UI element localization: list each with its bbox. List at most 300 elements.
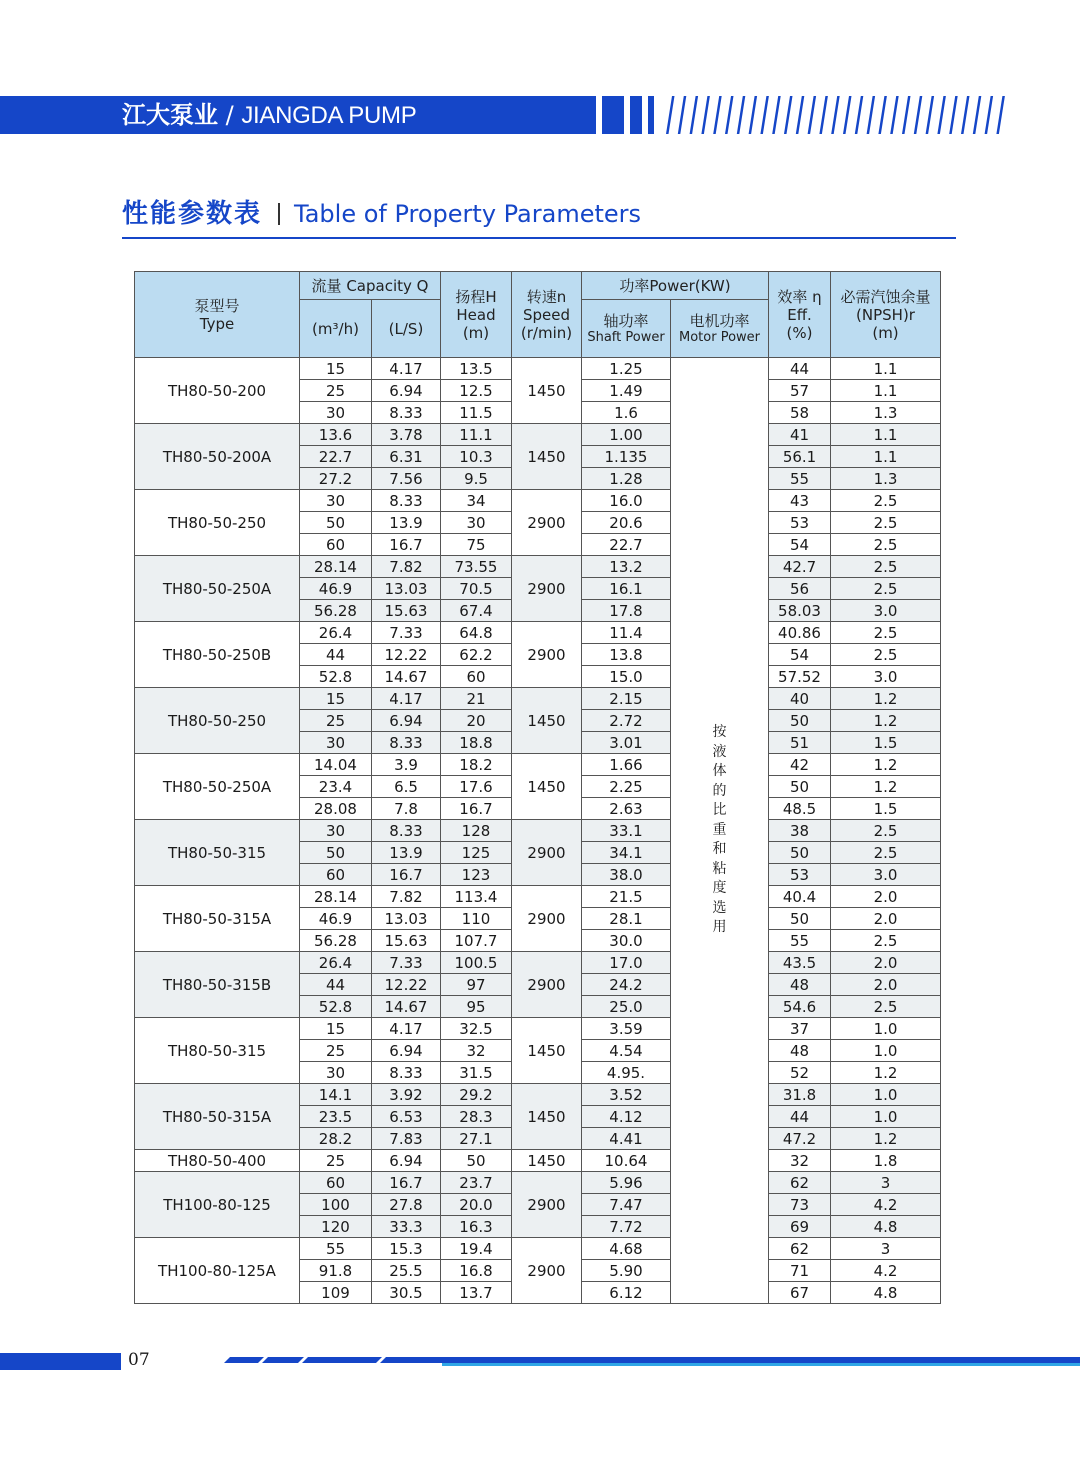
cell-npsh: 2.5 <box>831 820 941 842</box>
cell-capacity-m3h: 28.14 <box>300 886 372 908</box>
cell-capacity-ls: 4.17 <box>372 1018 441 1040</box>
cell-type: TH80-50-200 <box>135 358 300 424</box>
header-motor-power <box>671 300 769 358</box>
cell-npsh: 1.2 <box>831 710 941 732</box>
cell-efficiency: 40.4 <box>769 886 831 908</box>
table-body <box>135 358 941 1304</box>
cell-capacity-m3h: 56.28 <box>300 930 372 952</box>
cell-capacity-ls: 8.33 <box>372 490 441 512</box>
cell-capacity-ls: 4.17 <box>372 358 441 380</box>
cell-capacity-m3h: 15 <box>300 688 372 710</box>
cell-capacity-ls: 3.78 <box>372 424 441 446</box>
cell-shaft-power: 7.72 <box>582 1216 671 1238</box>
cell-motor-power-note <box>671 358 769 1304</box>
section-title-en: Table of Property Parameters <box>294 200 642 228</box>
cell-capacity-m3h: 30 <box>300 1062 372 1084</box>
table-row <box>135 622 941 644</box>
cell-npsh: 2.0 <box>831 908 941 930</box>
cell-speed: 2900 <box>512 886 582 952</box>
cell-capacity-ls: 16.7 <box>372 534 441 556</box>
cell-efficiency: 50 <box>769 908 831 930</box>
cell-capacity-m3h: 55 <box>300 1238 372 1260</box>
header-capacity-ls: (L/S) <box>372 300 441 358</box>
cell-capacity-m3h: 50 <box>300 842 372 864</box>
header-motor-en: Motor Power <box>679 329 761 345</box>
table-row <box>135 688 941 710</box>
motor-note-char: 的 <box>712 782 727 799</box>
header-eff-en: Eff. <box>787 305 812 324</box>
header-npsh-en: (NPSH)r <box>856 305 915 324</box>
header-npsh-unit: (m) <box>872 323 899 342</box>
cell-speed: 2900 <box>512 820 582 886</box>
cell-head: 128 <box>441 820 512 842</box>
cell-shaft-power: 2.25 <box>582 776 671 798</box>
cell-npsh: 2.0 <box>831 952 941 974</box>
cell-capacity-ls: 7.82 <box>372 886 441 908</box>
cell-npsh: 1.1 <box>831 424 941 446</box>
cell-speed: 1450 <box>512 1018 582 1084</box>
cell-efficiency: 69 <box>769 1216 831 1238</box>
cell-capacity-m3h: 25 <box>300 380 372 402</box>
cell-head: 32 <box>441 1040 512 1062</box>
cell-efficiency: 42 <box>769 754 831 776</box>
cell-npsh: 3.0 <box>831 864 941 886</box>
cell-efficiency: 44 <box>769 1106 831 1128</box>
cell-efficiency: 31.8 <box>769 1084 831 1106</box>
cell-shaft-power: 28.1 <box>582 908 671 930</box>
cell-npsh: 1.2 <box>831 1128 941 1150</box>
cell-shaft-power: 2.15 <box>582 688 671 710</box>
cell-efficiency: 37 <box>769 1018 831 1040</box>
cell-capacity-m3h: 23.4 <box>300 776 372 798</box>
cell-efficiency: 38 <box>769 820 831 842</box>
motor-note-char: 比 <box>712 802 727 819</box>
cell-capacity-m3h: 60 <box>300 1172 372 1194</box>
cell-capacity-m3h: 14.04 <box>300 754 372 776</box>
cell-shaft-power: 15.0 <box>582 666 671 688</box>
cell-efficiency: 57.52 <box>769 666 831 688</box>
cell-shaft-power: 16.0 <box>582 490 671 512</box>
cell-speed: 1450 <box>512 688 582 754</box>
cell-speed: 1450 <box>512 754 582 820</box>
cell-shaft-power: 1.66 <box>582 754 671 776</box>
header-speed-cn: 转速n <box>526 287 567 306</box>
table-row <box>135 952 941 974</box>
cell-npsh: 2.5 <box>831 930 941 952</box>
page-number: 07 <box>128 1350 150 1370</box>
cell-head: 17.6 <box>441 776 512 798</box>
cell-shaft-power: 3.59 <box>582 1018 671 1040</box>
cell-npsh: 3 <box>831 1172 941 1194</box>
cell-capacity-ls: 7.82 <box>372 556 441 578</box>
cell-efficiency: 43 <box>769 490 831 512</box>
cell-capacity-ls: 8.33 <box>372 1062 441 1084</box>
cell-shaft-power: 10.64 <box>582 1150 671 1172</box>
cell-head: 23.7 <box>441 1172 512 1194</box>
cell-efficiency: 48 <box>769 1040 831 1062</box>
motor-note-char: 按 <box>712 724 727 741</box>
cell-capacity-m3h: 44 <box>300 644 372 666</box>
cell-capacity-ls: 27.8 <box>372 1194 441 1216</box>
table-row <box>135 886 941 908</box>
cell-head: 29.2 <box>441 1084 512 1106</box>
cell-capacity-m3h: 26.4 <box>300 952 372 974</box>
cell-shaft-power: 2.63 <box>582 798 671 820</box>
cell-speed: 2900 <box>512 622 582 688</box>
cell-efficiency: 50 <box>769 776 831 798</box>
cell-head: 107.7 <box>441 930 512 952</box>
cell-head: 20.0 <box>441 1194 512 1216</box>
cell-capacity-ls: 8.33 <box>372 732 441 754</box>
cell-shaft-power: 34.1 <box>582 842 671 864</box>
cell-efficiency: 55 <box>769 930 831 952</box>
section-rule <box>122 237 956 239</box>
footer-stripes <box>222 1355 1080 1371</box>
section-title <box>122 196 641 232</box>
cell-efficiency: 54 <box>769 644 831 666</box>
cell-type: TH80-50-315B <box>135 952 300 1018</box>
header-efficiency <box>769 272 831 358</box>
cell-capacity-ls: 14.67 <box>372 996 441 1018</box>
cell-shaft-power: 4.12 <box>582 1106 671 1128</box>
cell-npsh: 1.5 <box>831 732 941 754</box>
cell-shaft-power: 30.0 <box>582 930 671 952</box>
header-eff-cn: 效率 η <box>777 287 822 306</box>
cell-speed: 2900 <box>512 952 582 1018</box>
header-npsh-cn: 必需汽蚀余量 <box>840 287 931 306</box>
cell-npsh: 2.0 <box>831 974 941 996</box>
cell-speed: 2900 <box>512 1172 582 1238</box>
cell-type: TH80-50-315A <box>135 886 300 952</box>
cell-head: 123 <box>441 864 512 886</box>
header-capacity-m3h: (m³/h) <box>300 300 372 358</box>
cell-npsh: 1.3 <box>831 468 941 490</box>
cell-capacity-m3h: 27.2 <box>300 468 372 490</box>
cell-shaft-power: 2.72 <box>582 710 671 732</box>
cell-capacity-m3h: 25 <box>300 1040 372 1062</box>
cell-head: 11.5 <box>441 402 512 424</box>
cell-type: TH80-50-250 <box>135 490 300 556</box>
cell-capacity-ls: 6.94 <box>372 1040 441 1062</box>
cell-capacity-ls: 13.9 <box>372 512 441 534</box>
table-row <box>135 556 941 578</box>
cell-efficiency: 48.5 <box>769 798 831 820</box>
cell-head: 21 <box>441 688 512 710</box>
cell-type: TH80-50-200A <box>135 424 300 490</box>
table-row <box>135 424 941 446</box>
cell-efficiency: 32 <box>769 1150 831 1172</box>
cell-capacity-ls: 8.33 <box>372 820 441 842</box>
header-speed <box>512 272 582 358</box>
cell-shaft-power: 6.12 <box>582 1282 671 1304</box>
cell-efficiency: 51 <box>769 732 831 754</box>
cell-head: 32.5 <box>441 1018 512 1040</box>
cell-capacity-m3h: 26.4 <box>300 622 372 644</box>
cell-capacity-m3h: 23.5 <box>300 1106 372 1128</box>
cell-npsh: 2.0 <box>831 886 941 908</box>
cell-capacity-ls: 16.7 <box>372 1172 441 1194</box>
cell-head: 10.3 <box>441 446 512 468</box>
cell-shaft-power: 11.4 <box>582 622 671 644</box>
cell-efficiency: 53 <box>769 512 831 534</box>
table-row <box>135 820 941 842</box>
cell-head: 16.7 <box>441 798 512 820</box>
motor-note-char: 和 <box>712 841 727 858</box>
cell-capacity-ls: 25.5 <box>372 1260 441 1282</box>
cell-efficiency: 71 <box>769 1260 831 1282</box>
cell-npsh: 3.0 <box>831 600 941 622</box>
header-type-cn: 泵型号 <box>194 296 240 315</box>
cell-efficiency: 57 <box>769 380 831 402</box>
cell-npsh: 3.0 <box>831 666 941 688</box>
cell-capacity-ls: 7.8 <box>372 798 441 820</box>
cell-head: 19.4 <box>441 1238 512 1260</box>
cell-shaft-power: 38.0 <box>582 864 671 886</box>
cell-shaft-power: 1.28 <box>582 468 671 490</box>
cell-npsh: 2.5 <box>831 644 941 666</box>
motor-note-char: 液 <box>712 743 727 760</box>
cell-capacity-m3h: 25 <box>300 710 372 732</box>
cell-shaft-power: 5.96 <box>582 1172 671 1194</box>
cell-efficiency: 44 <box>769 358 831 380</box>
cell-shaft-power: 17.8 <box>582 600 671 622</box>
cell-capacity-ls: 6.5 <box>372 776 441 798</box>
cell-shaft-power: 1.00 <box>582 424 671 446</box>
cell-efficiency: 48 <box>769 974 831 996</box>
cell-capacity-ls: 3.9 <box>372 754 441 776</box>
cell-efficiency: 55 <box>769 468 831 490</box>
cell-head: 73.55 <box>441 556 512 578</box>
cell-head: 70.5 <box>441 578 512 600</box>
header-stripes <box>662 96 1007 134</box>
cell-type: TH80-50-315A <box>135 1084 300 1150</box>
cell-type: TH80-50-250A <box>135 556 300 622</box>
cell-efficiency: 58.03 <box>769 600 831 622</box>
cell-capacity-m3h: 22.7 <box>300 446 372 468</box>
cell-capacity-m3h: 52.8 <box>300 666 372 688</box>
table-row <box>135 1018 941 1040</box>
cell-shaft-power: 4.41 <box>582 1128 671 1150</box>
motor-note-char: 体 <box>712 763 727 780</box>
brand-cn: 江大泵业 <box>122 101 218 129</box>
footer-bar <box>0 1353 121 1370</box>
section-title-cn: 性能参数表 <box>122 199 263 229</box>
cell-head: 100.5 <box>441 952 512 974</box>
cell-type: TH100-80-125 <box>135 1172 300 1238</box>
cell-npsh: 3 <box>831 1238 941 1260</box>
cell-shaft-power: 4.54 <box>582 1040 671 1062</box>
cell-type: TH80-50-250A <box>135 754 300 820</box>
cell-head: 125 <box>441 842 512 864</box>
cell-npsh: 1.0 <box>831 1084 941 1106</box>
cell-head: 31.5 <box>441 1062 512 1084</box>
cell-head: 67.4 <box>441 600 512 622</box>
cell-capacity-m3h: 28.08 <box>300 798 372 820</box>
cell-shaft-power: 1.25 <box>582 358 671 380</box>
cell-npsh: 1.1 <box>831 358 941 380</box>
cell-efficiency: 40.86 <box>769 622 831 644</box>
cell-capacity-m3h: 52.8 <box>300 996 372 1018</box>
cell-capacity-m3h: 56.28 <box>300 600 372 622</box>
cell-capacity-m3h: 14.1 <box>300 1084 372 1106</box>
cell-capacity-ls: 6.53 <box>372 1106 441 1128</box>
cell-npsh: 2.5 <box>831 578 941 600</box>
cell-type: TH100-80-125A <box>135 1238 300 1304</box>
header-speed-en: Speed <box>522 305 571 324</box>
cell-head: 9.5 <box>441 468 512 490</box>
cell-head: 16.8 <box>441 1260 512 1282</box>
header-npsh <box>831 272 941 358</box>
cell-capacity-m3h: 30 <box>300 820 372 842</box>
brand-title <box>122 98 416 132</box>
cell-shaft-power: 17.0 <box>582 952 671 974</box>
cell-efficiency: 62 <box>769 1172 831 1194</box>
cell-head: 110 <box>441 908 512 930</box>
cell-efficiency: 56 <box>769 578 831 600</box>
cell-head: 60 <box>441 666 512 688</box>
table-row <box>135 1238 941 1260</box>
cell-shaft-power: 21.5 <box>582 886 671 908</box>
cell-shaft-power: 20.6 <box>582 512 671 534</box>
motor-note-char: 用 <box>712 919 727 936</box>
cell-head: 75 <box>441 534 512 556</box>
cell-efficiency: 40 <box>769 688 831 710</box>
cell-shaft-power: 1.6 <box>582 402 671 424</box>
cell-capacity-m3h: 28.14 <box>300 556 372 578</box>
cell-capacity-ls: 6.31 <box>372 446 441 468</box>
cell-npsh: 1.2 <box>831 688 941 710</box>
cell-efficiency: 42.7 <box>769 556 831 578</box>
cell-capacity-ls: 7.83 <box>372 1128 441 1150</box>
cell-shaft-power: 5.90 <box>582 1260 671 1282</box>
cell-npsh: 2.5 <box>831 842 941 864</box>
table-row <box>135 1150 941 1172</box>
cell-capacity-ls: 6.94 <box>372 1150 441 1172</box>
cell-head: 30 <box>441 512 512 534</box>
cell-npsh: 2.5 <box>831 622 941 644</box>
cell-speed: 2900 <box>512 490 582 556</box>
cell-head: 113.4 <box>441 886 512 908</box>
cell-capacity-m3h: 44 <box>300 974 372 996</box>
cell-shaft-power: 7.47 <box>582 1194 671 1216</box>
cell-capacity-m3h: 46.9 <box>300 908 372 930</box>
header-head <box>441 272 512 358</box>
cell-head: 50 <box>441 1150 512 1172</box>
cell-head: 27.1 <box>441 1128 512 1150</box>
cell-shaft-power: 3.01 <box>582 732 671 754</box>
cell-capacity-ls: 15.63 <box>372 600 441 622</box>
cell-head: 11.1 <box>441 424 512 446</box>
cell-capacity-ls: 12.22 <box>372 974 441 996</box>
parameter-table <box>134 271 941 1304</box>
parameter-table-wrapper <box>134 271 940 1304</box>
motor-note-char: 粘 <box>712 860 727 877</box>
cell-shaft-power: 3.52 <box>582 1084 671 1106</box>
cell-capacity-m3h: 30 <box>300 490 372 512</box>
cell-capacity-ls: 16.7 <box>372 864 441 886</box>
cell-capacity-m3h: 30 <box>300 402 372 424</box>
cell-npsh: 1.0 <box>831 1018 941 1040</box>
cell-head: 12.5 <box>441 380 512 402</box>
cell-speed: 1450 <box>512 1150 582 1172</box>
cell-type: TH80-50-400 <box>135 1150 300 1172</box>
cell-head: 97 <box>441 974 512 996</box>
cell-speed: 2900 <box>512 556 582 622</box>
cell-capacity-ls: 8.33 <box>372 402 441 424</box>
cell-capacity-ls: 13.9 <box>372 842 441 864</box>
cell-shaft-power: 4.68 <box>582 1238 671 1260</box>
cell-shaft-power: 33.1 <box>582 820 671 842</box>
cell-npsh: 1.2 <box>831 776 941 798</box>
cell-npsh: 1.0 <box>831 1106 941 1128</box>
header-eff-unit: (%) <box>786 323 813 342</box>
motor-note-char: 选 <box>712 899 727 916</box>
cell-npsh: 4.2 <box>831 1194 941 1216</box>
cell-capacity-ls: 13.03 <box>372 908 441 930</box>
cell-capacity-m3h: 109 <box>300 1282 372 1304</box>
cell-capacity-m3h: 15 <box>300 1018 372 1040</box>
header-shaft-en: Shaft Power <box>587 329 665 345</box>
cell-capacity-m3h: 60 <box>300 864 372 886</box>
motor-note-char: 重 <box>712 821 727 838</box>
table-row <box>135 358 941 380</box>
cell-npsh: 1.2 <box>831 754 941 776</box>
cell-shaft-power: 16.1 <box>582 578 671 600</box>
cell-npsh: 1.0 <box>831 1040 941 1062</box>
cell-shaft-power: 1.135 <box>582 446 671 468</box>
cell-efficiency: 62 <box>769 1238 831 1260</box>
motor-note-char: 度 <box>712 880 727 897</box>
cell-efficiency: 56.1 <box>769 446 831 468</box>
header-shaft-power <box>582 300 671 358</box>
cell-capacity-ls: 12.22 <box>372 644 441 666</box>
header-power: 功率Power(KW) <box>582 272 769 300</box>
cell-capacity-ls: 3.92 <box>372 1084 441 1106</box>
header-head-cn: 扬程H <box>455 287 497 306</box>
cell-head: 18.8 <box>441 732 512 754</box>
table-row <box>135 1084 941 1106</box>
cell-capacity-m3h: 15 <box>300 358 372 380</box>
cell-capacity-m3h: 100 <box>300 1194 372 1216</box>
cell-efficiency: 50 <box>769 710 831 732</box>
cell-npsh: 2.5 <box>831 490 941 512</box>
header-capacity: 流量 Capacity Q <box>300 272 441 300</box>
cell-efficiency: 50 <box>769 842 831 864</box>
cell-head: 62.2 <box>441 644 512 666</box>
cell-head: 13.5 <box>441 358 512 380</box>
cell-head: 64.8 <box>441 622 512 644</box>
cell-npsh: 2.5 <box>831 556 941 578</box>
cell-capacity-ls: 14.67 <box>372 666 441 688</box>
cell-head: 20 <box>441 710 512 732</box>
header-head-en: Head <box>456 305 496 324</box>
cell-head: 16.3 <box>441 1216 512 1238</box>
cell-efficiency: 47.2 <box>769 1128 831 1150</box>
cell-npsh: 1.8 <box>831 1150 941 1172</box>
cell-speed: 1450 <box>512 424 582 490</box>
cell-capacity-ls: 7.33 <box>372 952 441 974</box>
cell-efficiency: 67 <box>769 1282 831 1304</box>
cell-npsh: 1.2 <box>831 1062 941 1084</box>
cell-shaft-power: 22.7 <box>582 534 671 556</box>
cell-efficiency: 58 <box>769 402 831 424</box>
header-head-unit: (m) <box>462 323 490 342</box>
header-type-en: Type <box>199 314 235 333</box>
cell-efficiency: 41 <box>769 424 831 446</box>
cell-npsh: 1.1 <box>831 380 941 402</box>
header-motor-cn: 电机功率 <box>689 311 750 330</box>
cell-type: TH80-50-315 <box>135 820 300 886</box>
